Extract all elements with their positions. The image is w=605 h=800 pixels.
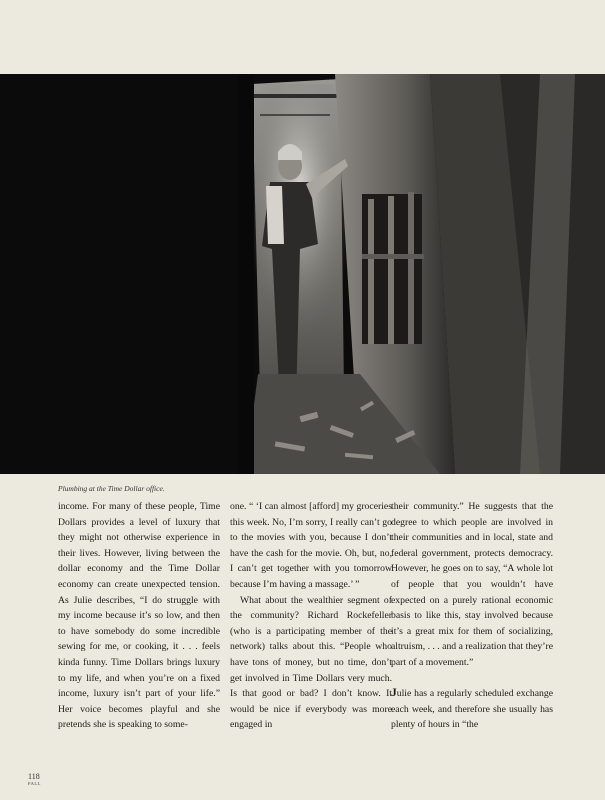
text-column-3 <box>391 499 553 733</box>
text-column-2 <box>230 499 392 733</box>
paragraph: What about the wealthier segment of the community? Richard Rockefeller (who is a participating member of the network) talks about this. “People who have tons of money, but no time, don’t get involved in Time Dollars very much. Is that good or bad? I don’t know. It would be nice if everybody was more engaged in <box>230 594 392 731</box>
page-folio <box>28 773 41 787</box>
paragraph: Julie has a regularly scheduled exchange each week, and therefore she usually has plenty of hours in “the <box>391 687 553 731</box>
paragraph: income. For many of these people, Time Dollars provides a level of luxury that they might not otherwise experience in their lives. However, living between the dollar economy and the Time Dollar economy can create unexpected tension. As Julie describes, “I do struggle with my income because it’s so low, and then to have somebody do some incredible sewing for me, or cooking, it . . . feels kinda funny. Time Dollars brings luxury to my life, and when you’re on a fixed income, luxury isn’t part of your life.” Her voice becomes playful and she pretends she is speaking to some- <box>58 501 220 731</box>
page-number: 118 <box>28 772 40 781</box>
paragraph: one. “ ‘I can almost [afford] my groceries this week. No, I’m sorry, I really can’t go to the movies with you, because I don’t have the cash for the movie. Oh, but, no, I can’t get together with you tomorrow because I’m having a massage.’ ” <box>230 501 392 590</box>
paragraph: their community.” He suggests that the degree to which people are involved in their communities and in local, state and federal government, protects democracy. However, he goes on to say, “A whole lot of people that you wouldn’t have expected on a purely rational economic basis to like this, stay involved because it’s a great mix for them of socializing, altruism, . . . and a realization that they’re part of a movement.” <box>391 501 553 668</box>
text-column-1 <box>58 499 220 733</box>
photo-image <box>0 74 605 474</box>
article-photo <box>0 74 605 474</box>
photo-caption: Plumbing at the Time Dollar office. <box>58 484 165 493</box>
issue-label: FALL <box>28 781 41 786</box>
